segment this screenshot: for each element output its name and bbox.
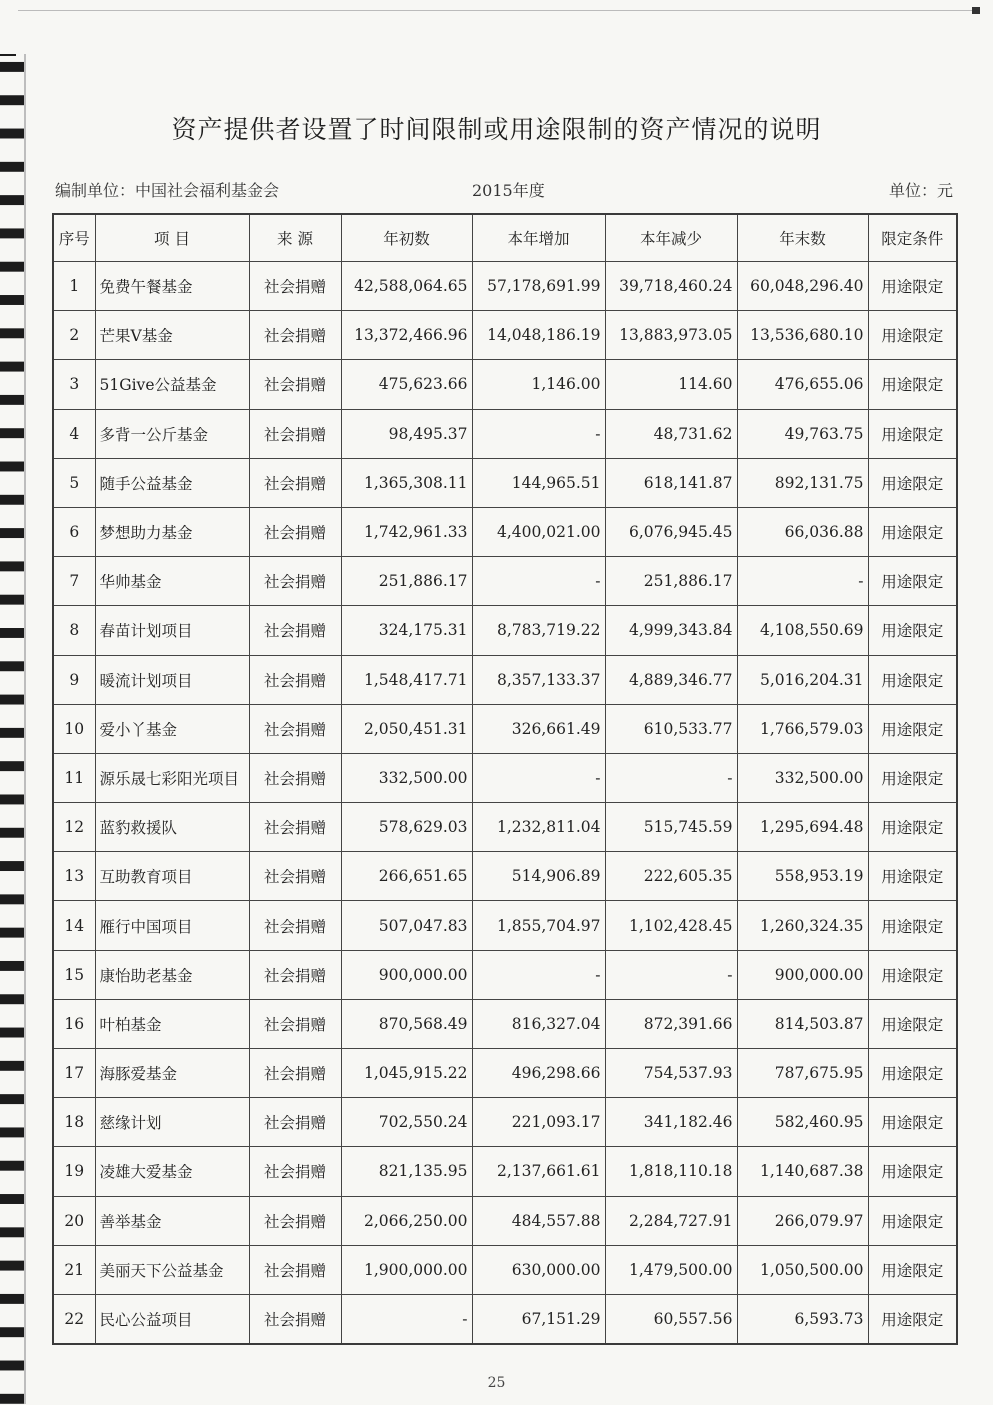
restriction-cell: 用途限定 <box>868 360 957 409</box>
row-index-cell: 17 <box>53 1049 95 1098</box>
source-cell: 社会捐赠 <box>249 1098 341 1147</box>
header-col-increase: 本年增加 <box>472 214 605 262</box>
closing-balance-cell: 814,503.87 <box>737 999 868 1048</box>
opening-balance-cell: 870,568.49 <box>341 999 472 1048</box>
opening-balance-cell: 1,742,961.33 <box>341 507 472 556</box>
table-row <box>53 704 957 753</box>
opening-balance-cell: 475,623.66 <box>341 360 472 409</box>
restricted-assets-table <box>52 213 958 1345</box>
top-rule <box>18 10 980 11</box>
row-index-cell: 11 <box>53 753 95 802</box>
source-cell: 社会捐赠 <box>249 1049 341 1098</box>
row-index-cell: 8 <box>53 606 95 655</box>
row-index-cell: 6 <box>53 507 95 556</box>
row-index-cell: 9 <box>53 655 95 704</box>
closing-balance-cell: 49,763.75 <box>737 409 868 458</box>
source-cell: 社会捐赠 <box>249 557 341 606</box>
closing-balance-cell: 892,131.75 <box>737 458 868 507</box>
opening-balance-cell: 98,495.37 <box>341 409 472 458</box>
table-row <box>53 458 957 507</box>
decrease-cell: 341,182.46 <box>605 1098 737 1147</box>
row-index-cell: 3 <box>53 360 95 409</box>
restriction-cell: 用途限定 <box>868 458 957 507</box>
item-name-cell: 雁行中国项目 <box>95 901 249 950</box>
opening-balance-cell: 507,047.83 <box>341 901 472 950</box>
table-row <box>53 557 957 606</box>
source-cell: 社会捐赠 <box>249 262 341 311</box>
header-col-decrease: 本年减少 <box>605 214 737 262</box>
restriction-cell: 用途限定 <box>868 409 957 458</box>
closing-balance-cell: 66,036.88 <box>737 507 868 556</box>
table-row <box>53 1147 957 1196</box>
increase-cell: - <box>472 557 605 606</box>
restriction-cell: 用途限定 <box>868 1147 957 1196</box>
item-name-cell: 凌雄大爱基金 <box>95 1147 249 1196</box>
item-name-cell: 随手公益基金 <box>95 458 249 507</box>
spiral-binding <box>0 54 26 1404</box>
item-name-cell: 梦想助力基金 <box>95 507 249 556</box>
closing-balance-cell: 13,536,680.10 <box>737 311 868 360</box>
restriction-cell: 用途限定 <box>868 1049 957 1098</box>
increase-cell: 144,965.51 <box>472 458 605 507</box>
item-name-cell: 源乐晟七彩阳光项目 <box>95 753 249 802</box>
closing-balance-cell: 476,655.06 <box>737 360 868 409</box>
row-index-cell: 13 <box>53 852 95 901</box>
table-row <box>53 1245 957 1294</box>
source-cell: 社会捐赠 <box>249 606 341 655</box>
opening-balance-cell: 821,135.95 <box>341 1147 472 1196</box>
row-index-cell: 16 <box>53 999 95 1048</box>
opening-balance-cell: 900,000.00 <box>341 950 472 999</box>
restriction-cell: 用途限定 <box>868 704 957 753</box>
header-col-opening: 年初数 <box>341 214 472 262</box>
row-index-cell: 10 <box>53 704 95 753</box>
table-row <box>53 950 957 999</box>
source-cell: 社会捐赠 <box>249 360 341 409</box>
source-cell: 社会捐赠 <box>249 458 341 507</box>
item-name-cell: 美丽天下公益基金 <box>95 1245 249 1294</box>
restriction-cell: 用途限定 <box>868 262 957 311</box>
decrease-cell: 1,479,500.00 <box>605 1245 737 1294</box>
source-cell: 社会捐赠 <box>249 655 341 704</box>
closing-balance-cell: 900,000.00 <box>737 950 868 999</box>
increase-cell: 4,400,021.00 <box>472 507 605 556</box>
row-index-cell: 4 <box>53 409 95 458</box>
table-row <box>53 999 957 1048</box>
decrease-cell: 4,889,346.77 <box>605 655 737 704</box>
restriction-cell: 用途限定 <box>868 901 957 950</box>
source-cell: 社会捐赠 <box>249 1147 341 1196</box>
increase-cell: 1,232,811.04 <box>472 803 605 852</box>
closing-balance-cell: 6,593.73 <box>737 1294 868 1344</box>
restriction-cell: 用途限定 <box>868 606 957 655</box>
row-index-cell: 5 <box>53 458 95 507</box>
opening-balance-cell: 266,651.65 <box>341 852 472 901</box>
item-name-cell: 民心公益项目 <box>95 1294 249 1344</box>
closing-balance-cell: 1,050,500.00 <box>737 1245 868 1294</box>
row-index-cell: 15 <box>53 950 95 999</box>
restriction-cell: 用途限定 <box>868 950 957 999</box>
item-name-cell: 叶柏基金 <box>95 999 249 1048</box>
row-index-cell: 2 <box>53 311 95 360</box>
source-cell: 社会捐赠 <box>249 753 341 802</box>
source-cell: 社会捐赠 <box>249 852 341 901</box>
item-name-cell: 免费午餐基金 <box>95 262 249 311</box>
item-name-cell: 慈缘计划 <box>95 1098 249 1147</box>
table-row <box>53 1098 957 1147</box>
restriction-cell: 用途限定 <box>868 753 957 802</box>
decrease-cell: 4,999,343.84 <box>605 606 737 655</box>
item-name-cell: 互助教育项目 <box>95 852 249 901</box>
table-row <box>53 409 957 458</box>
decrease-cell: 2,284,727.91 <box>605 1196 737 1245</box>
restriction-cell: 用途限定 <box>868 507 957 556</box>
decrease-cell: 872,391.66 <box>605 999 737 1048</box>
row-index-cell: 19 <box>53 1147 95 1196</box>
restriction-cell: 用途限定 <box>868 557 957 606</box>
decrease-cell: 251,886.17 <box>605 557 737 606</box>
closing-balance-cell: 1,766,579.03 <box>737 704 868 753</box>
table-row <box>53 753 957 802</box>
source-cell: 社会捐赠 <box>249 999 341 1048</box>
increase-cell: 8,357,133.37 <box>472 655 605 704</box>
decrease-cell: 1,102,428.45 <box>605 901 737 950</box>
source-cell: 社会捐赠 <box>249 1196 341 1245</box>
unit-label: 单位：元 <box>888 181 953 200</box>
table-row <box>53 852 957 901</box>
decrease-cell: - <box>605 950 737 999</box>
opening-balance-cell: 13,372,466.96 <box>341 311 472 360</box>
decrease-cell: 515,745.59 <box>605 803 737 852</box>
increase-cell: 67,151.29 <box>472 1294 605 1344</box>
decrease-cell: 222,605.35 <box>605 852 737 901</box>
row-index-cell: 22 <box>53 1294 95 1344</box>
closing-balance-cell: 1,295,694.48 <box>737 803 868 852</box>
closing-balance-cell: 787,675.95 <box>737 1049 868 1098</box>
item-name-cell: 春苗计划项目 <box>95 606 249 655</box>
opening-balance-cell: 1,548,417.71 <box>341 655 472 704</box>
restriction-cell: 用途限定 <box>868 852 957 901</box>
increase-cell: 496,298.66 <box>472 1049 605 1098</box>
decrease-cell: 60,557.56 <box>605 1294 737 1344</box>
org-label: 编制单位：中国社会福利基金会 <box>55 181 280 200</box>
opening-balance-cell: 702,550.24 <box>341 1098 472 1147</box>
header-col-restriction: 限定条件 <box>868 214 957 262</box>
increase-cell: 14,048,186.19 <box>472 311 605 360</box>
source-cell: 社会捐赠 <box>249 803 341 852</box>
item-name-cell: 51Give公益基金 <box>95 360 249 409</box>
binding-edge <box>24 54 26 1404</box>
table-row <box>53 360 957 409</box>
closing-balance-cell: 266,079.97 <box>737 1196 868 1245</box>
opening-balance-cell: 1,365,308.11 <box>341 458 472 507</box>
increase-cell: 8,783,719.22 <box>472 606 605 655</box>
decrease-cell: 754,537.93 <box>605 1049 737 1098</box>
table-row <box>53 1294 957 1344</box>
opening-balance-cell: 578,629.03 <box>341 803 472 852</box>
row-index-cell: 20 <box>53 1196 95 1245</box>
restriction-cell: 用途限定 <box>868 803 957 852</box>
decrease-cell: 6,076,945.45 <box>605 507 737 556</box>
table-row <box>53 507 957 556</box>
header-col-item: 项 目 <box>95 214 249 262</box>
item-name-cell: 暖流计划项目 <box>95 655 249 704</box>
table-header-row <box>53 214 957 262</box>
item-name-cell: 蓝豹救援队 <box>95 803 249 852</box>
decrease-cell: 114.60 <box>605 360 737 409</box>
source-cell: 社会捐赠 <box>249 1294 341 1344</box>
table-body <box>53 262 957 1345</box>
closing-balance-cell: 332,500.00 <box>737 753 868 802</box>
opening-balance-cell: 251,886.17 <box>341 557 472 606</box>
row-index-cell: 18 <box>53 1098 95 1147</box>
increase-cell: 326,661.49 <box>472 704 605 753</box>
item-name-cell: 康怡助老基金 <box>95 950 249 999</box>
increase-cell: 514,906.89 <box>472 852 605 901</box>
table-row <box>53 311 957 360</box>
restriction-cell: 用途限定 <box>868 999 957 1048</box>
item-name-cell: 华帅基金 <box>95 557 249 606</box>
increase-cell: 57,178,691.99 <box>472 262 605 311</box>
opening-balance-cell: 1,900,000.00 <box>341 1245 472 1294</box>
closing-balance-cell: 582,460.95 <box>737 1098 868 1147</box>
page-title: 资产提供者设置了时间限制或用途限制的资产情况的说明 <box>171 115 822 144</box>
item-name-cell: 海豚爱基金 <box>95 1049 249 1098</box>
source-cell: 社会捐赠 <box>249 704 341 753</box>
item-name-cell: 多背一公斤基金 <box>95 409 249 458</box>
table-row <box>53 901 957 950</box>
increase-cell: 484,557.88 <box>472 1196 605 1245</box>
year-label: 2015年度 <box>472 181 545 200</box>
source-cell: 社会捐赠 <box>249 311 341 360</box>
restriction-cell: 用途限定 <box>868 655 957 704</box>
increase-cell: 630,000.00 <box>472 1245 605 1294</box>
decrease-cell: 39,718,460.24 <box>605 262 737 311</box>
restriction-cell: 用途限定 <box>868 1294 957 1344</box>
header-col-index: 序号 <box>53 214 95 262</box>
restriction-cell: 用途限定 <box>868 311 957 360</box>
table-row <box>53 655 957 704</box>
item-name-cell: 芒果V基金 <box>95 311 249 360</box>
closing-balance-cell: - <box>737 557 868 606</box>
table-row <box>53 262 957 311</box>
opening-balance-cell: 324,175.31 <box>341 606 472 655</box>
closing-balance-cell: 1,140,687.38 <box>737 1147 868 1196</box>
decrease-cell: 1,818,110.18 <box>605 1147 737 1196</box>
opening-balance-cell: 1,045,915.22 <box>341 1049 472 1098</box>
decrease-cell: 13,883,973.05 <box>605 311 737 360</box>
row-index-cell: 14 <box>53 901 95 950</box>
increase-cell: 221,093.17 <box>472 1098 605 1147</box>
row-index-cell: 21 <box>53 1245 95 1294</box>
page-number: 25 <box>487 1375 506 1391</box>
source-cell: 社会捐赠 <box>249 409 341 458</box>
row-index-cell: 1 <box>53 262 95 311</box>
increase-cell: - <box>472 753 605 802</box>
restriction-cell: 用途限定 <box>868 1098 957 1147</box>
restriction-cell: 用途限定 <box>868 1196 957 1245</box>
increase-cell: - <box>472 950 605 999</box>
decrease-cell: 618,141.87 <box>605 458 737 507</box>
item-name-cell: 爱小丫基金 <box>95 704 249 753</box>
opening-balance-cell: 2,050,451.31 <box>341 704 472 753</box>
opening-balance-cell: 2,066,250.00 <box>341 1196 472 1245</box>
source-cell: 社会捐赠 <box>249 507 341 556</box>
restriction-cell: 用途限定 <box>868 1245 957 1294</box>
table-row <box>53 1049 957 1098</box>
source-cell: 社会捐赠 <box>249 901 341 950</box>
table-row <box>53 1196 957 1245</box>
closing-balance-cell: 4,108,550.69 <box>737 606 868 655</box>
decrease-cell: - <box>605 753 737 802</box>
item-name-cell: 善举基金 <box>95 1196 249 1245</box>
source-cell: 社会捐赠 <box>249 1245 341 1294</box>
source-cell: 社会捐赠 <box>249 950 341 999</box>
closing-balance-cell: 558,953.19 <box>737 852 868 901</box>
increase-cell: - <box>472 409 605 458</box>
increase-cell: 1,146.00 <box>472 360 605 409</box>
decrease-cell: 48,731.62 <box>605 409 737 458</box>
row-index-cell: 7 <box>53 557 95 606</box>
increase-cell: 816,327.04 <box>472 999 605 1048</box>
increase-cell: 1,855,704.97 <box>472 901 605 950</box>
closing-balance-cell: 1,260,324.35 <box>737 901 868 950</box>
opening-balance-cell: - <box>341 1294 472 1344</box>
table-row <box>53 803 957 852</box>
closing-balance-cell: 5,016,204.31 <box>737 655 868 704</box>
opening-balance-cell: 332,500.00 <box>341 753 472 802</box>
increase-cell: 2,137,661.61 <box>472 1147 605 1196</box>
closing-balance-cell: 60,048,296.40 <box>737 262 868 311</box>
decrease-cell: 610,533.77 <box>605 704 737 753</box>
opening-balance-cell: 42,588,064.65 <box>341 262 472 311</box>
header-col-closing: 年末数 <box>737 214 868 262</box>
row-index-cell: 12 <box>53 803 95 852</box>
header-col-source: 来 源 <box>249 214 341 262</box>
table-row <box>53 606 957 655</box>
